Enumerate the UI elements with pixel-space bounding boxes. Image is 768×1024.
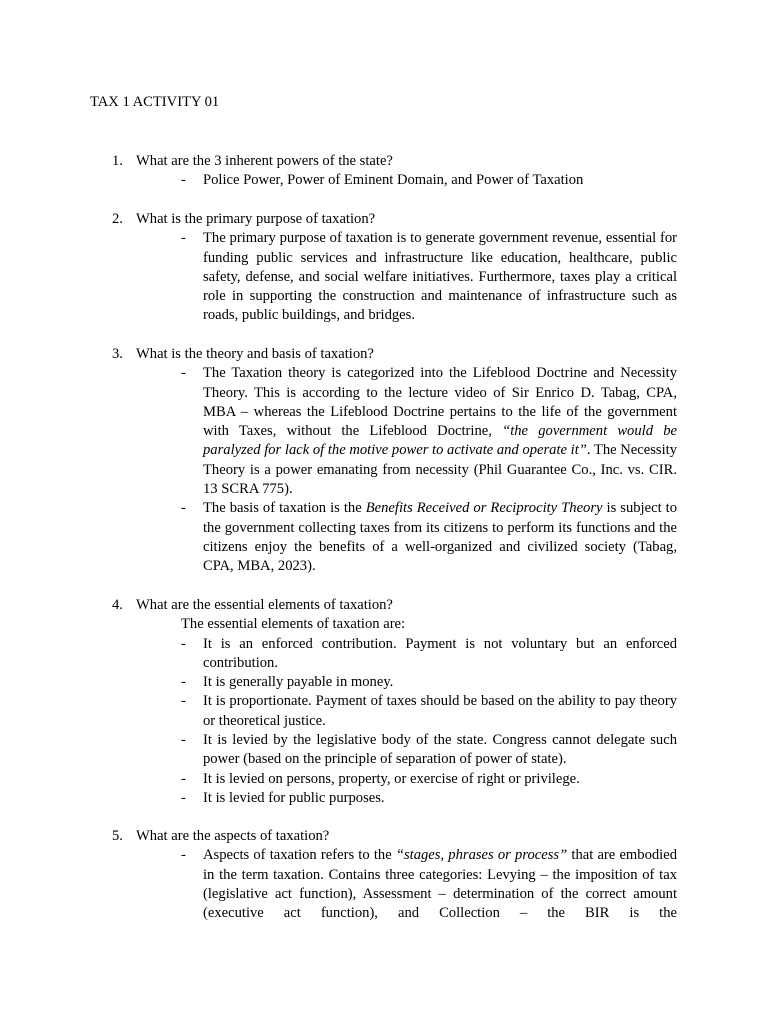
answer-item	[112, 499, 677, 576]
question-number: 3.	[112, 346, 123, 362]
answer-text: Police Power, Power of Eminent Domain, and Power of Taxation	[203, 172, 584, 189]
answer-emphasis-theory: Benefits Received or Reciprocity Theory	[365, 500, 603, 517]
answer-item	[112, 731, 677, 770]
answer-item	[112, 673, 677, 692]
dash-bullet: -	[181, 847, 186, 864]
dash-bullet: -	[181, 635, 186, 652]
answer-text: It is generally payable in money.	[203, 674, 394, 691]
answer-item	[112, 692, 677, 731]
question-2-text-line	[112, 210, 677, 229]
question-text: What are the 3 inherent powers of the state?	[136, 153, 393, 169]
question-number: 5.	[112, 828, 123, 844]
dash-bullet: -	[181, 674, 186, 691]
answer-text-part: that are embodied in the term taxation. Contains three categories: Levying – the imposition of tax (legislative act function), Assessment – determination of the correct amount (executive act function), and Collection – the BIR is the	[203, 847, 677, 922]
question-1-text-line	[112, 152, 677, 171]
question-text: What are the essential elements of taxation?	[136, 597, 393, 613]
dash-bullet: -	[181, 172, 186, 189]
question-number: 2.	[112, 211, 123, 227]
answer-text: It is an enforced contribution. Payment is not voluntary but an enforced contribution.	[203, 635, 677, 671]
answer-item	[112, 789, 677, 808]
question-text: What are the aspects of taxation?	[136, 828, 330, 844]
answer-text-part: is subject to the government collecting taxes from its citizens to perform its functions and the citizens enjoy the benefits of a well-organized and civilized society (Tabag, CPA, MBA, 2023).	[203, 500, 677, 575]
answer-item	[112, 770, 677, 789]
question-5	[112, 827, 677, 923]
dash-bullet: -	[181, 500, 186, 517]
dash-bullet: -	[181, 732, 186, 749]
question-5-text-line	[112, 827, 677, 846]
answer-item	[112, 229, 677, 325]
answer-item	[112, 635, 677, 674]
question-2	[112, 210, 677, 326]
dash-bullet: -	[181, 693, 186, 710]
answer-text: The primary purpose of taxation is to generate government revenue, essential for funding public services and infrastructure like education, healthcare, public safety, defense, and social welfare initiatives. Furthermore, taxes play a critical role in supporting the construction and maintenance of infrastructure such as roads, public buildings, and bridges.	[203, 230, 677, 324]
answer-text-part: The Taxation theory is categorized into the Lifeblood Doctrine and Necessity Theory. This is according to the lecture video of Sir Enrico D. Tabag, CPA, MBA – whereas the Lifeblood Doctrine pertains to the life of the government with Taxes, without the Lifeblood Doctrine,	[203, 365, 677, 440]
answer-intro: The essential elements of taxation are:	[181, 616, 406, 633]
question-4-text-line	[112, 596, 677, 615]
answer-text: It is levied by the legislative body of the state. Congress cannot delegate such power (based on the principle of separation of power of state).	[203, 732, 677, 768]
dash-bullet: -	[181, 789, 186, 806]
question-text: What is the theory and basis of taxation?	[136, 346, 374, 362]
answer-text: It is levied on persons, property, or exercise of right or privilege.	[203, 770, 580, 787]
question-number: 4.	[112, 597, 123, 613]
question-text: What is the primary purpose of taxation?	[136, 211, 376, 227]
answer-item	[112, 171, 677, 190]
question-1	[112, 152, 677, 191]
answer-item	[112, 364, 677, 499]
question-4	[112, 596, 677, 808]
document-title: TAX 1 ACTIVITY 01	[90, 94, 220, 110]
answer-text-part: . The Necessity Theory is a power emanating from necessity (Phil Guarantee Co., Inc. vs. CIR. 13 SCRA 775).	[203, 442, 678, 498]
answer-emphasis-quote: “the government would be paralyzed for lack of the motive power to activate and operate it”	[203, 423, 677, 459]
answer-text: It is proportionate. Payment of taxes should be based on the ability to pay theory or theoretical justice.	[203, 693, 677, 729]
answer-text-part: The basis of taxation is the	[203, 500, 366, 517]
dash-bullet: -	[181, 230, 186, 247]
answer-emphasis-quote: “stages, phrases or process”	[395, 847, 568, 864]
dash-bullet: -	[181, 770, 186, 787]
question-3-text-line	[112, 345, 677, 364]
answer-text: It is levied for public purposes.	[203, 789, 385, 806]
answer-item	[112, 846, 677, 923]
dash-bullet: -	[181, 365, 186, 382]
answer-text-part: Aspects of taxation refers to the	[203, 847, 396, 864]
question-number: 1.	[112, 153, 123, 169]
question-3	[112, 345, 677, 577]
